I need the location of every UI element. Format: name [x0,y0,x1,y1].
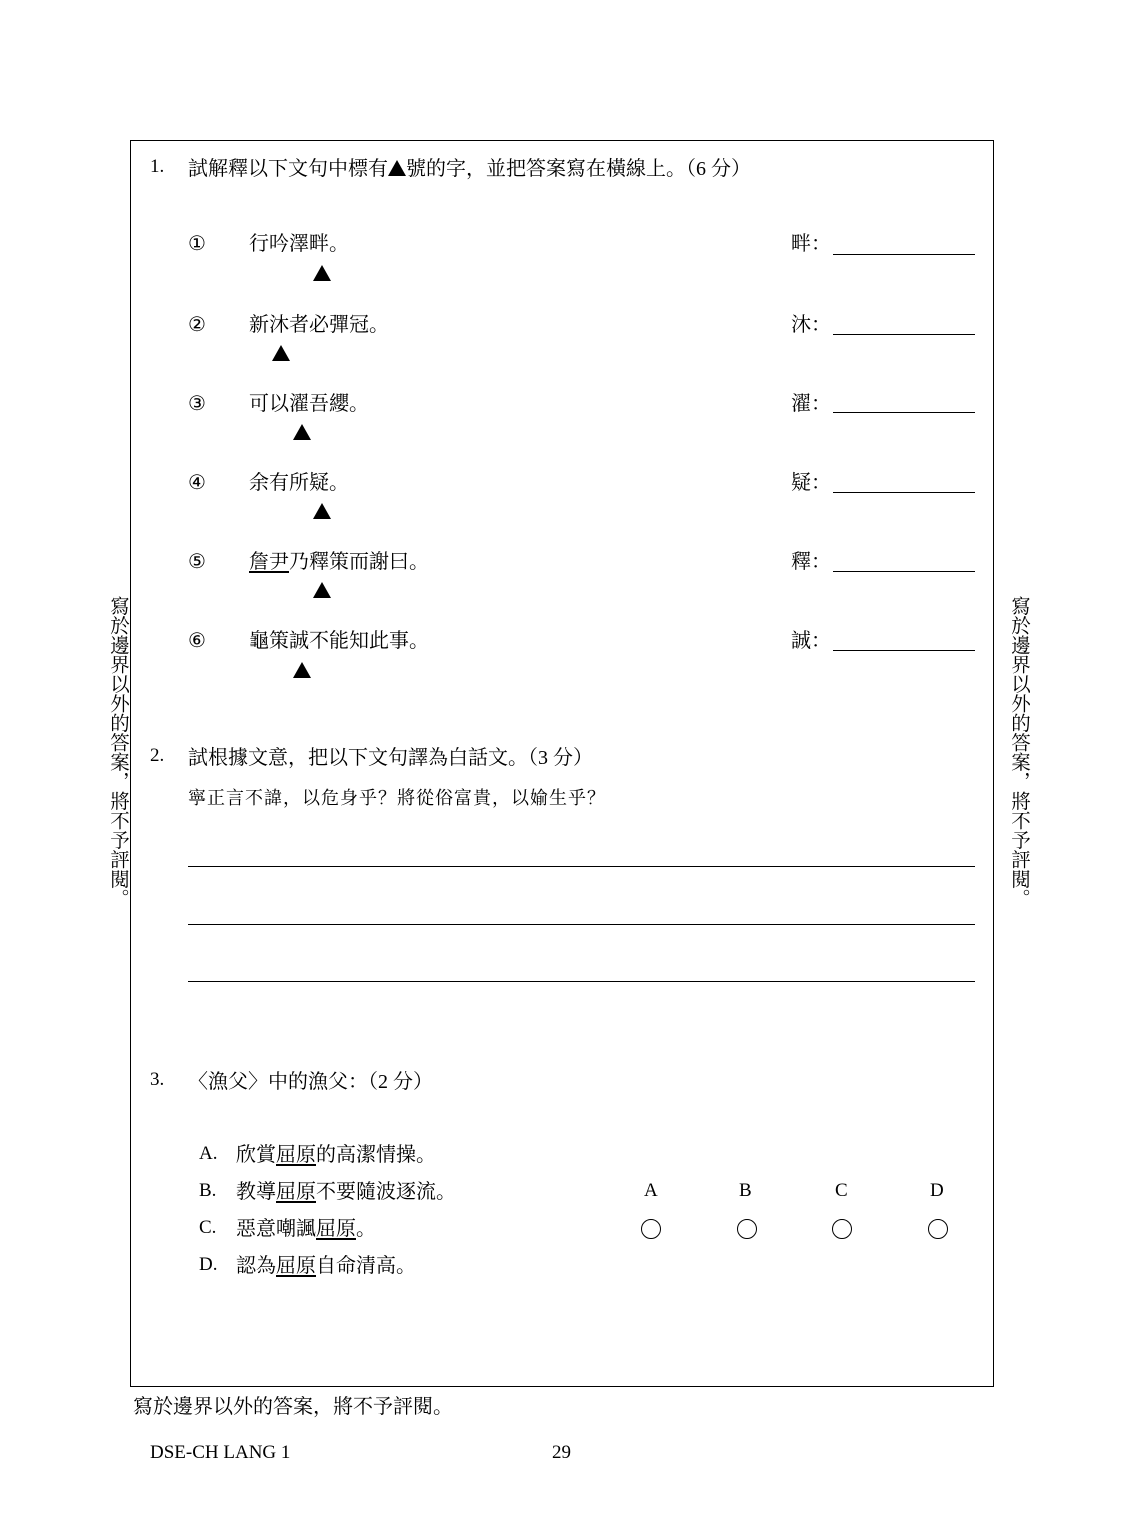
q1-prompt-before: 試解釋以下文句中標有 [188,158,388,180]
item-3-marker: ③ [188,393,206,415]
item-5-label: 釋： [791,551,831,573]
option-a-before: 欣賞 [236,1144,276,1166]
item-4-label: 疑： [791,472,831,494]
option-d-after: 自命清高。 [316,1255,416,1277]
choice-b-bubble[interactable] [737,1219,757,1239]
q2-answer-line-2[interactable] [188,924,975,925]
choice-c-label: C [835,1180,848,1201]
name-qu-yuan: 屈原 [276,1181,316,1203]
item-6-label: 誠： [791,630,831,652]
triangle-icon [388,160,406,176]
option-b-before: 教導 [236,1181,276,1203]
item-2-marker: ② [188,314,206,336]
footer-note: 寫於邊界以外的答案，將不予評閱。 [133,1396,453,1418]
option-b-text [236,1179,456,1205]
name-zhan-yin: 詹尹 [249,551,289,573]
option-a-text [236,1142,436,1168]
item-4-marker: ④ [188,472,206,494]
option-c-after: 。 [356,1218,376,1240]
item-1-answer-line[interactable] [833,254,975,255]
name-qu-yuan: 屈原 [276,1144,316,1166]
triangle-icon [293,424,311,440]
q3-number: 3. [150,1069,165,1090]
q2-prompt: 試根據文意，把以下文句譯為白話文。（3 分） [188,747,593,769]
item-3-text: 可以濯吾纓。 [249,393,369,415]
item-6-text: 龜策誠不能知此事。 [249,630,429,652]
option-d-letter: D. [199,1254,218,1275]
item-2-answer-line[interactable] [833,334,975,335]
q2-answer-line-1[interactable] [188,866,975,867]
choice-b-label: B [739,1180,752,1201]
item-1-text: 行吟澤畔。 [249,233,349,255]
q2-sentence: 寧正言不諱，以危身乎？將從俗富貴，以媮生乎？ [188,788,606,809]
right-margin-note: 寫於邊界以外的答案，將不予評閱。 [1008,596,1029,908]
item-5-marker: ⑤ [188,551,206,573]
item-6-marker: ⑥ [188,630,206,652]
name-qu-yuan: 屈原 [316,1218,356,1240]
triangle-icon [313,582,331,598]
left-margin-note: 寫於邊界以外的答案，將不予評閱。 [107,596,128,908]
q1-prompt-after: 號的字，並把答案寫在橫線上。（6 分） [406,158,751,180]
option-c-text [236,1216,376,1242]
triangle-icon [313,265,331,281]
option-a-letter: A. [199,1143,218,1164]
name-qu-yuan: 屈原 [276,1255,316,1277]
choice-a-bubble[interactable] [641,1219,661,1239]
triangle-icon [272,345,290,361]
item-2-text: 新沐者必彈冠。 [249,314,389,336]
item-1-label: 畔： [791,233,831,255]
choice-a-label: A [644,1180,658,1201]
q2-answer-line-3[interactable] [188,981,975,982]
item-5-text [249,549,429,575]
page-number: 29 [552,1442,571,1463]
item-3-answer-line[interactable] [833,412,975,413]
item-5-text-rest: 乃釋策而謝曰。 [289,551,429,573]
option-d-before: 認為 [236,1255,276,1277]
option-d-text [236,1253,416,1279]
option-b-letter: B. [199,1180,217,1201]
q1-prompt [188,156,751,182]
choice-c-bubble[interactable] [832,1219,852,1239]
item-3-label: 濯： [791,393,831,415]
choice-d-bubble[interactable] [928,1219,948,1239]
paper-code: DSE-CH LANG 1 [150,1442,291,1463]
option-a-after: 的高潔情操。 [316,1144,436,1166]
choice-d-label: D [930,1180,944,1201]
option-b-after: 不要隨波逐流。 [316,1181,456,1203]
item-6-answer-line[interactable] [833,650,975,651]
item-4-answer-line[interactable] [833,492,975,493]
option-c-before: 惡意嘲諷 [236,1218,316,1240]
option-c-letter: C. [199,1217,217,1238]
item-1-marker: ① [188,233,206,255]
q1-number: 1. [150,156,165,177]
item-5-answer-line[interactable] [833,571,975,572]
triangle-icon [293,662,311,678]
q2-number: 2. [150,745,165,766]
triangle-icon [313,503,331,519]
item-2-label: 沐： [791,314,831,336]
q3-prompt: 〈漁父〉中的漁父：（2 分） [188,1071,433,1093]
item-4-text: 余有所疑。 [249,472,349,494]
